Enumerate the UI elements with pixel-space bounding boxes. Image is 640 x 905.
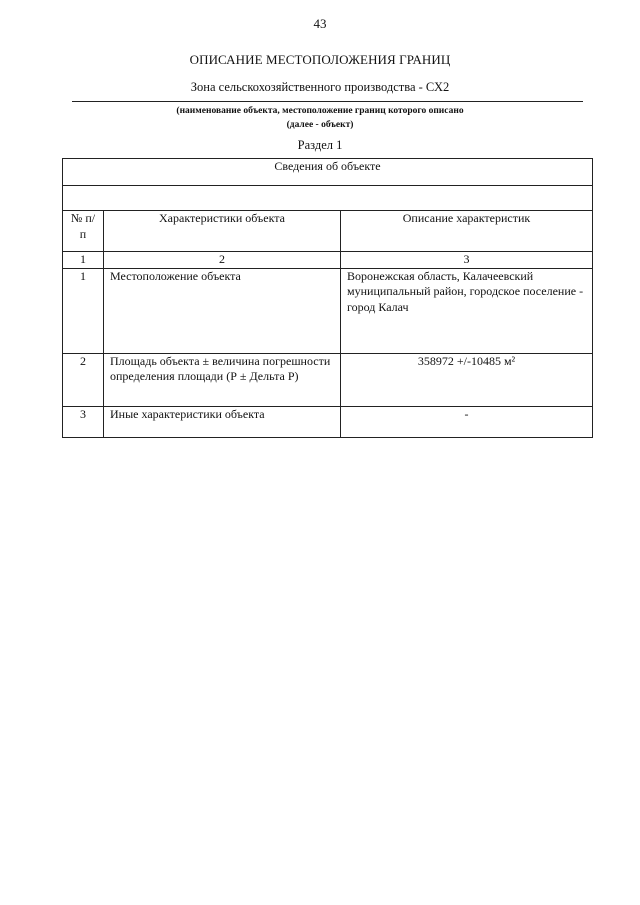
table-header-row (63, 159, 593, 186)
object-info-table (62, 158, 593, 438)
table-row (63, 353, 593, 406)
table-empty-row (63, 186, 593, 211)
column-header-row (63, 211, 593, 252)
zone-name: Зона сельскохозяйственного производства - СХ2 (190, 80, 450, 94)
table-row (63, 268, 593, 353)
row-description: - (341, 406, 593, 437)
page-number: 43 (313, 16, 327, 31)
column-header-characteristic: Характеристики объекта (104, 211, 341, 252)
row-num: 3 (63, 406, 104, 437)
column-header-description: Описание характеристик (341, 211, 593, 252)
document-title: ОПИСАНИЕ МЕСТОПОЛОЖЕНИЯ ГРАНИЦ (189, 52, 451, 67)
row-num: 1 (63, 268, 104, 353)
column-number-row (63, 252, 593, 269)
row-characteristic: Иные характеристики объекта (104, 406, 341, 437)
empty-cell (63, 186, 593, 211)
column-header-num: № п/п (63, 211, 104, 252)
underline-rule (72, 101, 583, 102)
caption-line-1: (наименование объекта, местоположение границ которого описано (176, 106, 464, 116)
row-description: Воронежская область, Калачеевский муниципальный район, городское поселение - город Калач (341, 268, 593, 353)
object-caption (0, 104, 640, 132)
column-number: 2 (104, 252, 341, 269)
row-characteristic: Местоположение объекта (104, 268, 341, 353)
row-characteristic: Площадь объекта ± величина погрешности определения площади (Р ± Дельта Р) (104, 353, 341, 406)
table-row (63, 406, 593, 437)
row-description: 358972 +/-10485 м² (341, 353, 593, 406)
table-header: Сведения об объекте (63, 159, 593, 186)
column-number: 1 (63, 252, 104, 269)
row-num: 2 (63, 353, 104, 406)
caption-line-2: (далее - объект) (286, 120, 354, 130)
column-number: 3 (341, 252, 593, 269)
section-title: Раздел 1 (297, 138, 343, 152)
